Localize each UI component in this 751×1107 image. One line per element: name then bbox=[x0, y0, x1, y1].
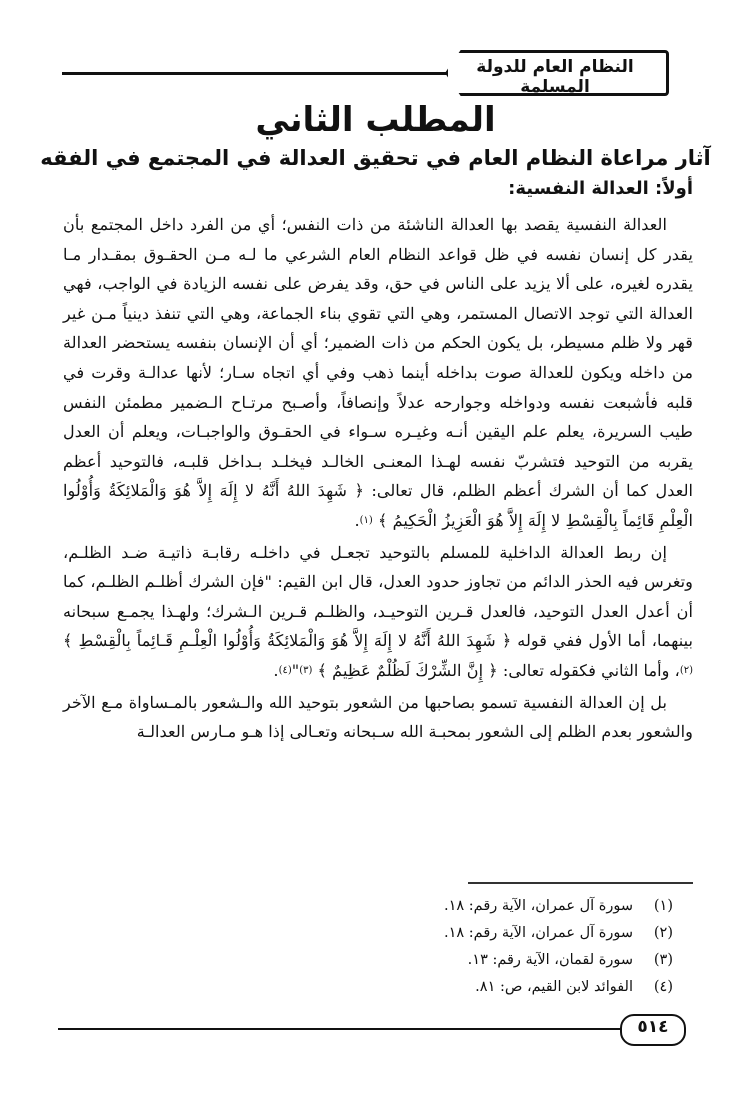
subheading: أولاً: العدالة النفسية: bbox=[508, 178, 693, 199]
paragraph-3: بل إن العدالة النفسية تسمو بصاحبها من الشعور بتوحيد الله والـشعور بالمـساواة مـع الآخر والشعور بعدم الظلم إلى الشعور بمحبـة الله سـبحانه وتعـالى إذا هـو مـارس العدالـة bbox=[63, 692, 693, 742]
body-text bbox=[63, 210, 693, 747]
footnote-item bbox=[73, 920, 673, 947]
footnote-item bbox=[73, 974, 673, 1001]
quran-verse-2: ﴿ شَهِدَ اللهُ أَنَّهُ لا إِلَهَ إِلاَّ هُوَ وَالْمَلائِكَةُ وَأُوْلُوا الْعِلْـمِ قَـائِماً بِالْقِسْطِ ﴾ bbox=[63, 631, 512, 651]
footnote-number: (١) bbox=[653, 898, 673, 914]
footnotes bbox=[73, 893, 673, 1001]
paragraph-2-mid: ، وأما الثاني فكقوله تعالى: bbox=[502, 660, 680, 680]
footnote-number: (٢) bbox=[653, 925, 673, 941]
footer-rule bbox=[58, 1028, 621, 1030]
quran-verse-3: ﴿ إِنَّ الشِّرْكَ لَظُلْمٌ عَظِيمٌ ﴾ bbox=[317, 660, 498, 680]
footnote-separator bbox=[468, 882, 693, 884]
footnote-text: سورة لقمان، الآية رقم: ١٣. bbox=[467, 952, 633, 968]
footnote-text: الفوائد لابن القيم، ص: ٨١. bbox=[475, 979, 633, 995]
footnote-number: (٤) bbox=[653, 979, 673, 995]
footnote-ref-2: (٢) bbox=[679, 664, 693, 676]
paragraph-1-text: العدالة النفسية يقصد بها العدالة الناشئة من ذات النفس؛ أي من الفرد داخل المجتمع بأن يقدر كل إنسان نفسه في ظل قواعد النظام العام الشرعي ما لـه مـن الحقـوق بمقـدار مـا يقدره لغيره، على ألا يزيد على الناس في حق، وقد يفرض على نفسه الزيادة في الواجب، فهي العدالة التي توجد الاتصال المستمر، وهي التي تقوي بناء الجماعة، وهي التي تنفذ دينياً مـن غير قهر ولا ظلم مسيطر، بل يكون الحكم من ذات الضمير؛ أي أن الإنسان بنفسه يستحضر العدالة من داخله ويكون للعدالة صوت بداخله أينما ذهب وفي أي اتجاه سـار؛ لأنها عدالـة وقرت في قلبه فأشبعت نفسه ودواخله وجوارحه عدلاً وإنصافاً، وأصـبح مرتـاح الـضمير مطمئن النفس طيب السريرة، يعلم علم اليقين أنـه وغيـره سـواء في الحقـوق والواجبـات، ويعلم أن العدل يقربه من التوحيد فتشربّ نفسه لهـذا المعنـى الخالـد فيخلـد بـداخل قلبـه، فالتوحيد أعظم العدل كما أن الشرك أعظم الظلم، قال تعالى: bbox=[63, 215, 693, 501]
paragraph-2-text: إن ربط العدالة الداخلية للمسلم بالتوحيد تجعـل في داخلـه رقابـة ذاتيـة ضـد الظلـم، وتغرس فيه الحذر الدائم من تجاوز حدود العدل، قال ابن القيم: "فإن الشرك أظلـم الظلـم، كما أن أعدل العدل التوحيد، فالعدل قـرين التوحيـد، والظلـم قـرين الـشرك؛ ولهـذا يجمـع سبحانه بينهما، أما الأول ففي قوله bbox=[63, 542, 693, 651]
paragraph-1: العدالة النفسية يقصد بها العدالة الناشئة من ذات النفس؛ أي من الفرد داخل المجتمع بأن يقدر كل إنسان نفسه في ظل قواعد النظام العام الشرعي ما لـه مـن الحقـوق بمقـدار مـا يقدره لغيره، على ألا يزيد على الناس في حق، وقد يفرض على نفسه الزيادة في الواجب، فهي العدالة التي توجد الاتصال المستمر، وهي التي تقوي بناء الجماعة، وهي التي تنفذ دينياً مـن غير قهر ولا ظلم مسيطر، بل يكون الحكم من ذات الضمير؛ أي أن الإنسان بنفسه يستحضر العدالة من داخله ويكون للعدالة صوت بداخله أينما ذهب وفي أي اتجاه سـار؛ لأنها عدالـة وقرت في قلبه فأشبعت نفسه ودواخله وجوارحه عدلاً وإنصافاً، وأصـبح مرتـاح الـضمير مطمئن النفس طيب السريرة، يعلم علم اليقين أنـه وغيـره سـواء في الحقـوق والواجبـات، ويعلم أن العدل يقربه من التوحيد فتشربّ نفسه لهـذا المعنـى الخالـد فيخلـد بـداخل قلبـه، فالتوحيد أعظم العدل كما أن الشرك أعظم الظلم، قال تعالى: ﴿ شَهِدَ اللهُ أَنَّهُ لا إِلَهَ إِلاَّ هُوَ وَالْمَلائِكَةُ وَأُوْلُوا الْعِلْمِ قَائِماً بِالْقِسْطِ لا إِلَهَ إِلاَّ هُوَ الْعَزِيزُ الْحَكِيمُ ﴾ $^{(١)}$. bbox=[63, 215, 693, 530]
paragraph-2: إن ربط العدالة الداخلية للمسلم بالتوحيد تجعـل في داخلـه رقابـة ذاتيـة ضـد الظلـم، وتغرس فيه الحذر الدائم من تجاوز حدود العدل، قال ابن القيم: "فإن الشرك أظلـم الظلـم، كما أن أعدل العدل التوحيد، فالعدل قـرين التوحيـد، والظلـم قـرين الـشرك؛ ولهـذا يجمـع سبحانه بينهما، أما الأول ففي قوله ﴿ شَهِدَ اللهُ أَنَّهُ لا إِلَهَ إِلاَّ هُوَ وَالْمَلائِكَةُ وَأُوْلُوا الْعِلْـمِ قَـائِماً بِالْقِسْطِ ﴾ $^{(٢)}$، وأما الثاني فكقوله تعالى: ﴿ إِنَّ الشِّرْكَ لَظُلْمٌ عَظِيمٌ ﴾ $^{(٣)}$"$^{(٤)}$. bbox=[63, 542, 693, 680]
quran-verse-1: ﴿ شَهِدَ اللهُ أَنَّهُ لا إِلَهَ إِلاَّ هُوَ وَالْمَلائِكَةُ وَأُوْلُوا الْعِلْمِ قَائِماً بِالْقِسْطِ لا إِلَهَ إِلاَّ هُوَ الْعَزِيزُ الْحَكِيمُ ﴾ bbox=[63, 481, 693, 530]
paragraph-2-end: " bbox=[291, 660, 300, 680]
section-title: المطلب الثاني bbox=[255, 100, 496, 140]
footnote-ref-3: (٣) bbox=[299, 664, 313, 676]
footnote-item bbox=[73, 947, 673, 974]
footnote-text: سورة آل عمران، الآية رقم: ١٨. bbox=[443, 898, 633, 914]
page-number: ٥١٤ bbox=[637, 1017, 669, 1037]
footnote-number: (٣) bbox=[653, 952, 673, 968]
footnote-item bbox=[73, 893, 673, 920]
footnote-ref-4: (٤) bbox=[278, 664, 292, 676]
section-subtitle: آثار مراعاة النظام العام في تحقيق العدالة في المجتمع في الفقه bbox=[40, 146, 711, 170]
running-header-title: النظام العام للدولة المسلمة bbox=[476, 57, 634, 97]
footnote-ref-1: (١) bbox=[359, 514, 373, 526]
footnote-text: سورة آل عمران، الآية رقم: ١٨. bbox=[443, 925, 633, 941]
header-rule bbox=[62, 72, 447, 75]
